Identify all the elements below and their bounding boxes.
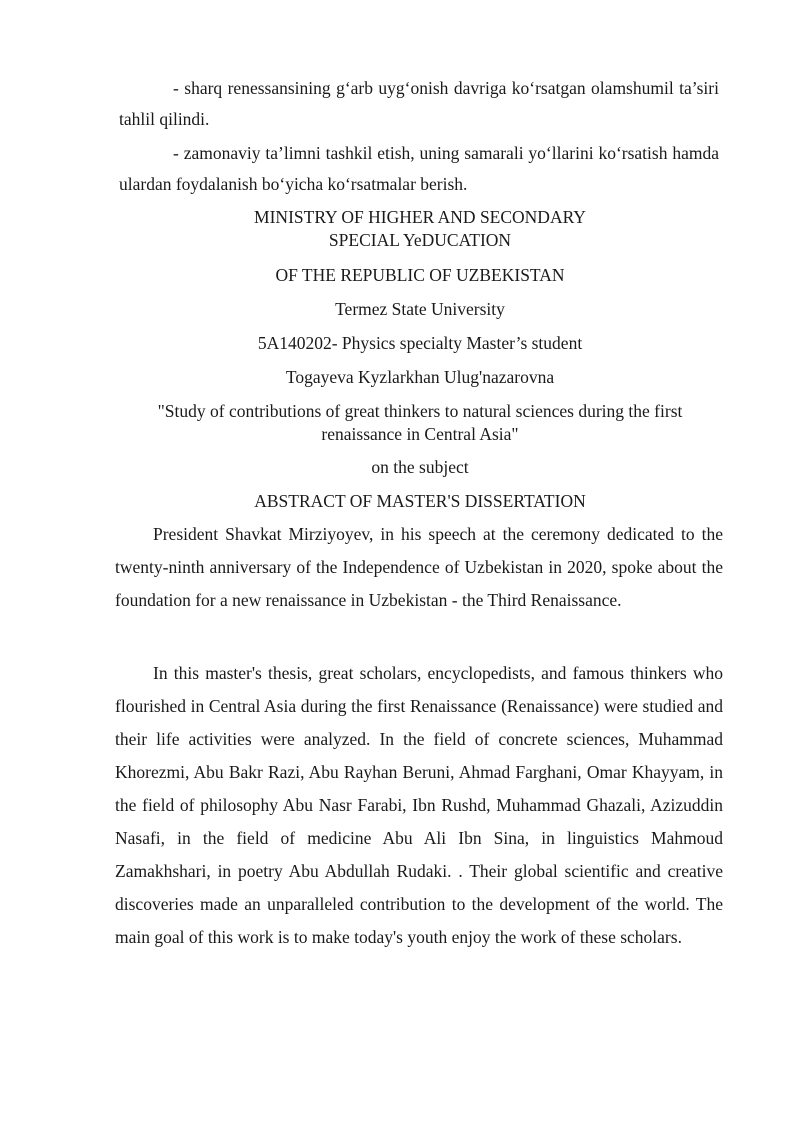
republic-line: OF THE REPUBLIC OF UZBEKISTAN (275, 265, 565, 285)
body-paragraph-1: President Shavkat Mirziyoyev, in his speech at the ceremony dedicated to the twenty-ninth anniversary of the Independence of Uzbekistan in 2020, spoke about the foundation for a new renaissance in Uzbekistan - the Third Renaissance. (115, 524, 723, 610)
bullet-paragraph-2: - zamonaviy ta’limni tashkil etish, uning samarali yo‘llarini ko‘rsatish hamda ulardan foydalanish bo‘yicha ko‘rsatmalar berish. (119, 143, 719, 194)
subject-line: on the subject (371, 457, 469, 477)
bullet-paragraph-1: - sharq renessansining g‘arb uyg‘onish davriga ko‘rsatgan olamshumil ta’siri tahlil qilindi. (119, 78, 719, 129)
abstract-heading: ABSTRACT OF MASTER'S DISSERTATION (254, 491, 586, 511)
specialty-line: 5A140202- Physics specialty Master’s student (257, 333, 583, 353)
ministry-line-1: MINISTRY OF HIGHER AND SECONDARY (254, 207, 586, 227)
ministry-line-2: SPECIAL YeDUCATION (328, 230, 512, 250)
thesis-title-line-1: "Study of contributions of great thinkers to natural sciences during the first (157, 401, 683, 421)
thesis-title-line-2: renaissance in Central Asia" (321, 424, 519, 444)
university-name: Termez State University (335, 299, 505, 319)
body-paragraph-2: In this master's thesis, great scholars, encyclopedists, and famous thinkers who flourished in Central Asia during the first Renaissance (Renaissance) were studied and their life activities were analyzed. In the field of concrete sciences, Muhammad Khorezmi, Abu Bakr Razi, Abu Rayhan Beruni, Ahmad Farghani, Omar Khayyam, in the field of philosophy Abu Nasr Farabi, Ibn Rushd, Muhammad Ghazali, Azizuddin Nasafi, in the field of medicine Abu Ali Ibn Sina, in linguistics Mahmoud Zamakhshari, in poetry Abu Abdullah Rudaki. . Their global scientific and creative discoveries made an unparalleled contribution to the development of the world. The main goal of this work is to make today's youth enjoy the work of these scholars. (115, 663, 723, 947)
author-name: Togayeva Kyzlarkhan Ulug'nazarovna (285, 367, 555, 387)
